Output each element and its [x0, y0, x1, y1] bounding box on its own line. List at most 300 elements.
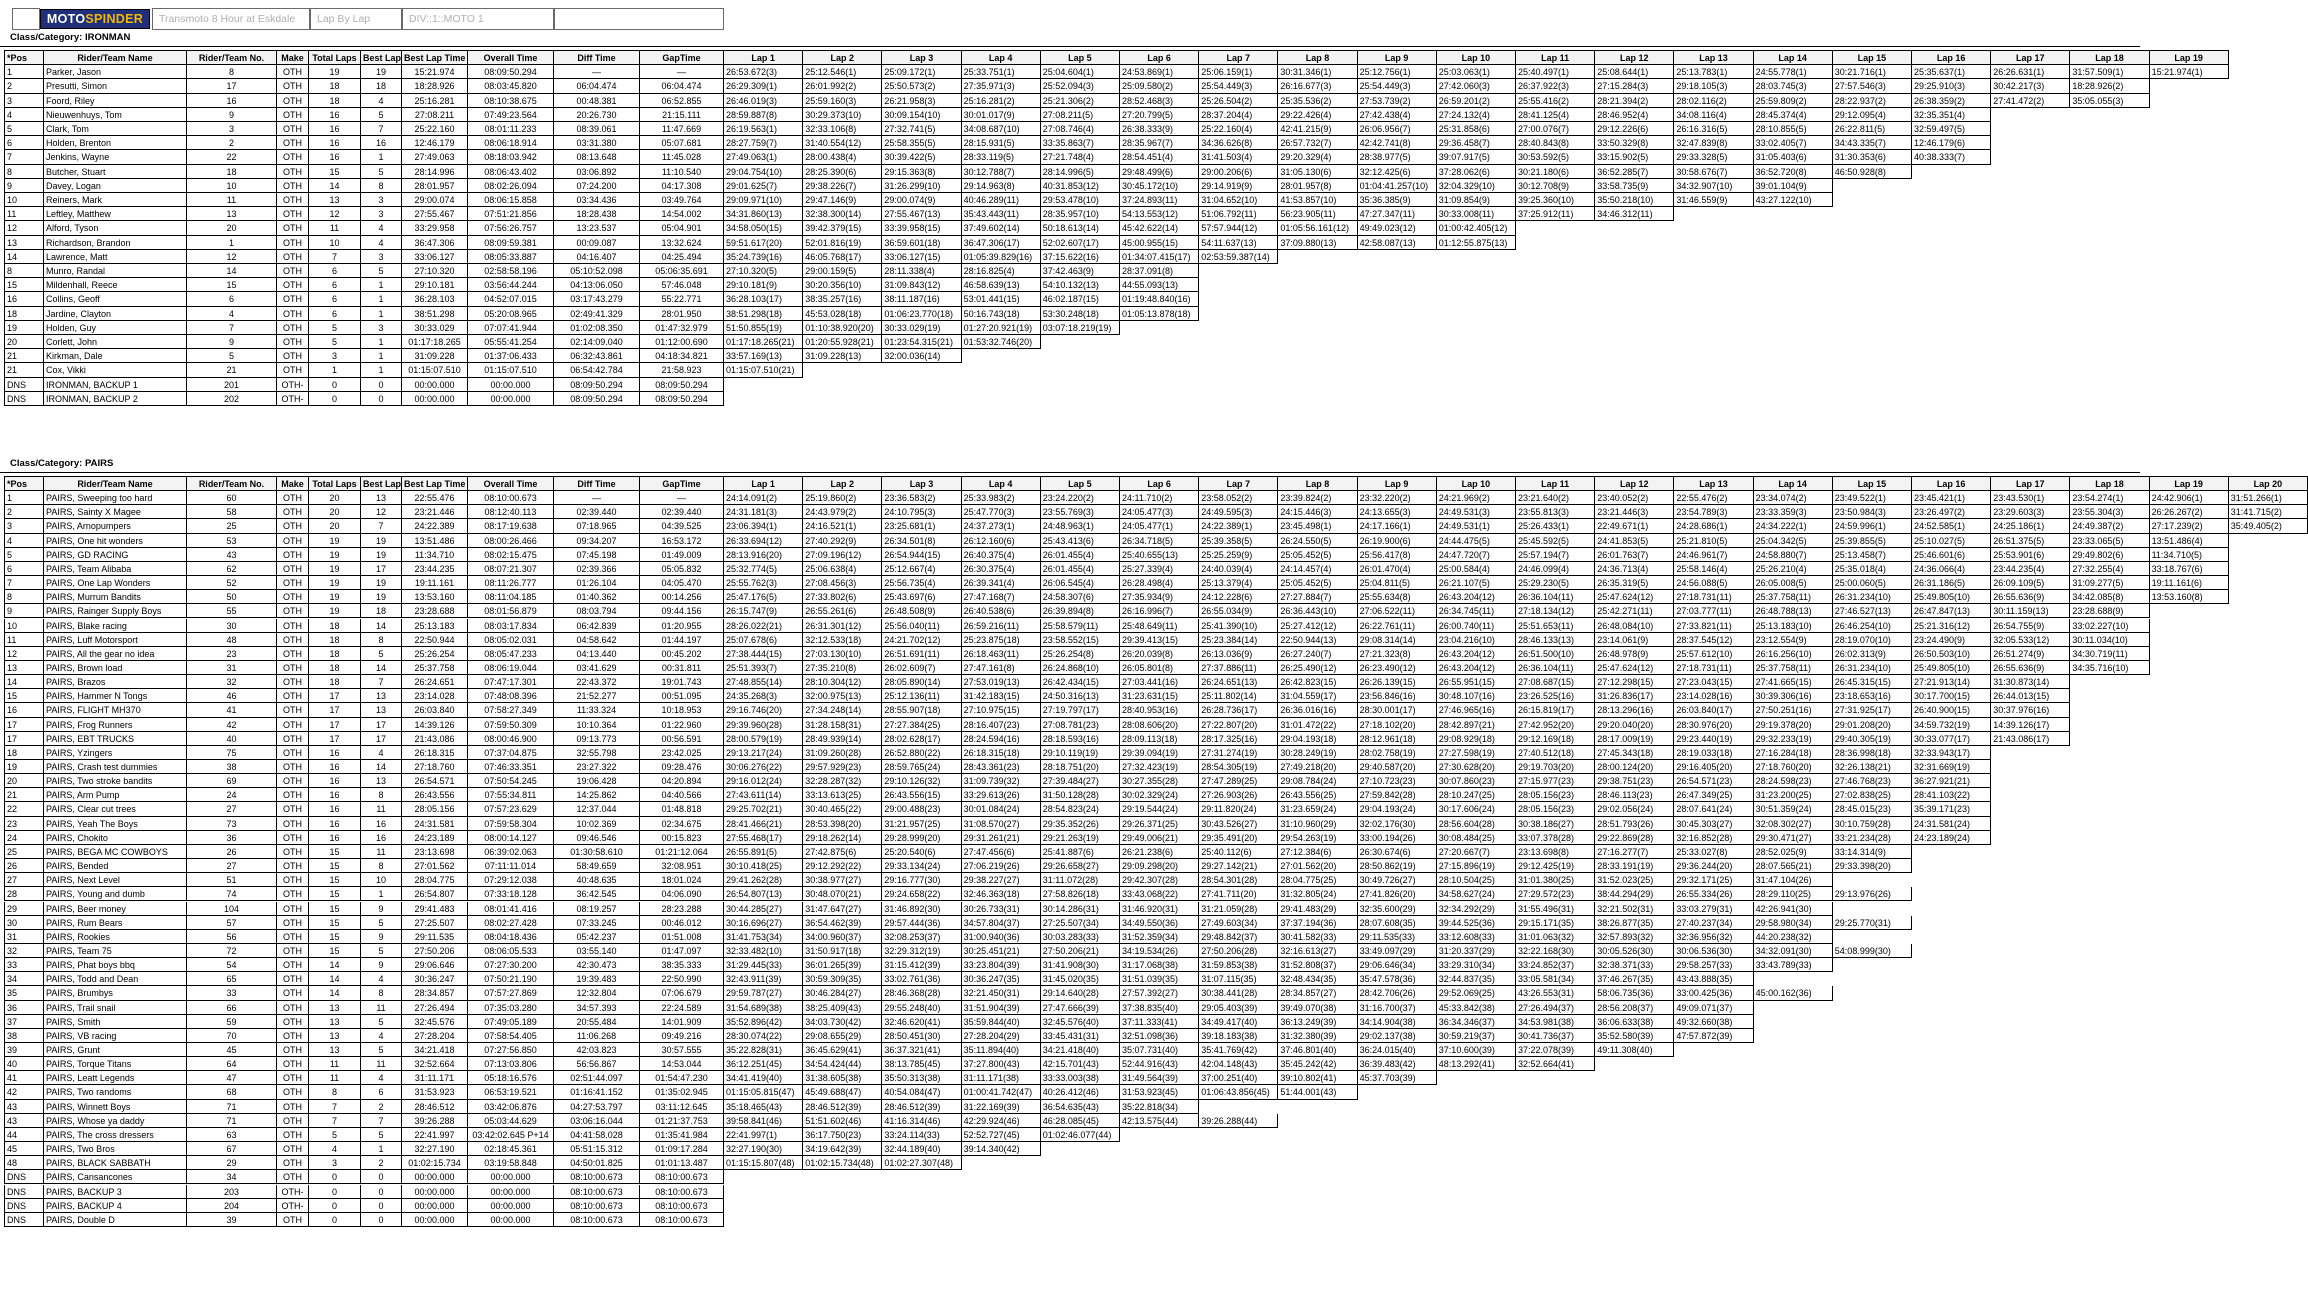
lap-time-cell: 32:27.190(30) — [724, 1142, 803, 1156]
lap-time-cell: 30:21.716(1) — [1833, 65, 1912, 79]
lap-time-cell — [2229, 972, 2308, 986]
position-cell: 15 — [4, 278, 44, 292]
lap-time-cell — [2150, 1057, 2229, 1071]
overall-time-cell: 00:00.000 — [468, 1185, 554, 1199]
lap-time-cell — [1833, 958, 1912, 972]
total-laps-cell: 14 — [309, 179, 361, 193]
table-row — [0, 1015, 2188, 1029]
lap-time-cell — [1595, 363, 1674, 377]
lap-time-cell — [1358, 392, 1437, 406]
table-row — [0, 1156, 2188, 1170]
diff-time-cell: 56:56.867 — [554, 1057, 640, 1071]
team-number-cell: 29 — [187, 1156, 277, 1170]
lap-time-cell: 25:12.756(1) — [1358, 65, 1437, 79]
lap-time-cell: 33:43.068(22) — [1120, 887, 1199, 901]
best-lap-time-cell: 28:14.996 — [402, 165, 468, 179]
diff-time-cell: 06:54:42.784 — [554, 363, 640, 377]
gap-time-cell: — — [640, 491, 724, 505]
lap-time-cell — [1912, 1057, 1991, 1071]
table-row — [0, 1170, 2188, 1184]
lap-time-cell: 25:35.637(1) — [1912, 65, 1991, 79]
lap-time-cell — [2070, 165, 2149, 179]
total-laps-cell: 13 — [309, 1001, 361, 1015]
lap-time-cell: 24:21.702(12) — [882, 633, 961, 647]
lap-time-cell: 27:46.527(13) — [1833, 604, 1912, 618]
lap-time-cell: 27:08.781(23) — [1041, 718, 1120, 732]
gap-time-cell: 07:06.679 — [640, 986, 724, 1000]
column-header: Lap 13 — [1674, 50, 1753, 65]
lap-time-cell: 01:27:20.921(19) — [962, 321, 1041, 335]
position-cell: 23 — [4, 817, 44, 831]
best-lap-time-cell: 32:27.190 — [402, 1142, 468, 1156]
lap-time-cell: 24:56.088(5) — [1674, 576, 1753, 590]
lap-time-cell — [2070, 902, 2149, 916]
lap-time-cell: 27:18.134(12) — [1516, 604, 1595, 618]
lap-time-cell — [2070, 1001, 2149, 1015]
lap-time-cell — [2070, 930, 2149, 944]
lap-time-cell — [1674, 236, 1753, 250]
lap-time-cell: 30:59.219(37) — [1437, 1029, 1516, 1043]
lap-time-cell: 25:58.146(4) — [1674, 562, 1753, 576]
lap-time-cell: 26:55.334(26) — [1674, 887, 1753, 901]
team-number-cell: 11 — [187, 193, 277, 207]
make-cell: OTH — [277, 179, 309, 193]
lap-time-cell: 01:00:41.742(47) — [962, 1085, 1041, 1099]
best-lap-time-cell: 36:47.306 — [402, 236, 468, 250]
lap-time-cell: 25:21.306(2) — [1041, 94, 1120, 108]
overall-time-cell: 08:10:38.675 — [468, 94, 554, 108]
lap-time-cell: 45:33.842(38) — [1437, 1001, 1516, 1015]
lap-time-cell: 25:25.259(9) — [1199, 548, 1278, 562]
lap-time-cell: 26:05.008(5) — [1754, 576, 1833, 590]
lap-time-cell — [1991, 788, 2070, 802]
lap-time-cell — [1754, 1142, 1833, 1156]
lap-time-cell — [1516, 1071, 1595, 1085]
overall-time-cell: 08:06:19.044 — [468, 661, 554, 675]
lap-time-cell: 26:48.508(9) — [882, 604, 961, 618]
column-header: Lap 3 — [882, 50, 961, 65]
table-row — [0, 1213, 2188, 1227]
lap-time-cell — [1437, 378, 1516, 392]
lap-time-cell — [1041, 1199, 1120, 1213]
diff-time-cell: 01:30:58.610 — [554, 845, 640, 859]
lap-time-cell: 28:05.156(23) — [1516, 802, 1595, 816]
lap-time-cell — [1595, 292, 1674, 306]
team-name-cell: PAIRS, Winnett Boys — [44, 1100, 187, 1114]
lap-time-cell: 30:31.346(1) — [1278, 65, 1357, 79]
lap-time-cell: 13:51.486(4) — [2150, 534, 2229, 548]
lap-time-cell: 29:16.405(20) — [1674, 760, 1753, 774]
best-lap-time-cell: 25:16.281 — [402, 94, 468, 108]
lap-time-cell: 29:00.074(9) — [882, 193, 961, 207]
lap-time-cell: 28:07.608(35) — [1358, 916, 1437, 930]
lap-time-cell: 27:09.196(12) — [803, 548, 882, 562]
lap-time-cell: 28:12.961(18) — [1358, 732, 1437, 746]
best-lap-time-cell: 34:21.418 — [402, 1043, 468, 1057]
lap-time-cell — [1358, 378, 1437, 392]
overall-time-cell: 07:11:11.014 — [468, 859, 554, 873]
lap-time-cell — [1991, 845, 2070, 859]
lap-time-cell — [2150, 930, 2229, 944]
lap-time-cell: 30:39.306(16) — [1754, 689, 1833, 703]
lap-time-cell — [882, 1213, 961, 1227]
lap-time-cell: 30:06.536(30) — [1674, 944, 1753, 958]
diff-time-cell: 12:32.804 — [554, 986, 640, 1000]
lap-time-cell: 28:35.967(7) — [1120, 136, 1199, 150]
lap-time-cell: 30:21.180(6) — [1516, 165, 1595, 179]
best-lap-cell: 0 — [361, 378, 402, 392]
lap-time-cell — [1754, 1043, 1833, 1057]
best-lap-cell: 5 — [361, 1015, 402, 1029]
total-laps-cell: 17 — [309, 718, 361, 732]
lap-time-cell: 31:41.753(34) — [724, 930, 803, 944]
lap-time-cell — [1358, 321, 1437, 335]
lap-time-cell: 53:30.248(18) — [1041, 307, 1120, 321]
lap-time-cell: 26:37.922(3) — [1516, 79, 1595, 93]
lap-time-cell: 01:19:48.840(16) — [1120, 292, 1199, 306]
total-laps-cell: 13 — [309, 1029, 361, 1043]
lap-time-cell: 26:51.691(11) — [882, 647, 961, 661]
lap-time-cell — [2229, 774, 2308, 788]
total-laps-cell: 16 — [309, 122, 361, 136]
position-cell: 41 — [4, 1071, 44, 1085]
best-lap-time-cell: 31:11.171 — [402, 1071, 468, 1085]
team-name-cell: PAIRS, BLACK SABBATH — [44, 1156, 187, 1170]
lap-time-cell: 52:01.816(19) — [803, 236, 882, 250]
team-number-cell: 9 — [187, 108, 277, 122]
lap-time-cell: 24:49.387(2) — [2070, 519, 2149, 533]
overall-time-cell: 07:35:03.280 — [468, 1001, 554, 1015]
diff-time-cell: 08:10:00.673 — [554, 1170, 640, 1184]
lap-time-cell — [1991, 363, 2070, 377]
best-lap-time-cell: 33:29.958 — [402, 221, 468, 235]
overall-time-cell: 04:52:07.015 — [468, 292, 554, 306]
team-number-cell: 12 — [187, 250, 277, 264]
lap-time-cell — [1674, 1156, 1753, 1170]
lap-time-cell: 26:36.016(16) — [1278, 703, 1357, 717]
lap-time-cell: 28:24.598(23) — [1754, 774, 1833, 788]
lap-time-cell: 37:38.835(40) — [1120, 1001, 1199, 1015]
lap-time-cell — [1199, 378, 1278, 392]
lap-time-cell: 29:40.587(20) — [1358, 760, 1437, 774]
lap-time-cell — [1437, 349, 1516, 363]
lap-time-cell: 25:48.649(11) — [1120, 619, 1199, 633]
lap-time-cell: 26:36.104(11) — [1516, 590, 1595, 604]
lap-time-cell: 39:18.183(38) — [1199, 1029, 1278, 1043]
gap-time-cell: 01:12:00.690 — [640, 335, 724, 349]
lap-time-cell — [1199, 1170, 1278, 1184]
make-cell: OTH — [277, 788, 309, 802]
gap-time-cell: 04:06.090 — [640, 887, 724, 901]
lap-time-cell: 27:18.102(20) — [1358, 718, 1437, 732]
lap-time-cell — [1991, 1043, 2070, 1057]
lap-time-cell: 50:18.613(14) — [1041, 221, 1120, 235]
lap-time-cell: 37:37.194(36) — [1278, 916, 1357, 930]
lap-time-cell: 33:00.425(36) — [1674, 986, 1753, 1000]
lap-time-cell — [2070, 292, 2149, 306]
lap-time-cell — [2070, 689, 2149, 703]
overall-time-cell: 02:58:58.196 — [468, 264, 554, 278]
lap-time-cell — [1754, 321, 1833, 335]
make-cell: OTH — [277, 1057, 309, 1071]
lap-time-cell: 30:10.759(28) — [1833, 817, 1912, 831]
lap-time-cell — [1833, 207, 1912, 221]
best-lap-cell: 0 — [361, 392, 402, 406]
lap-time-cell: 29:25.910(3) — [1912, 79, 1991, 93]
lap-time-cell: 28:13.296(16) — [1595, 703, 1674, 717]
lap-time-cell: 29:02.137(38) — [1358, 1029, 1437, 1043]
column-header: Lap 11 — [1516, 50, 1595, 65]
team-number-cell: 62 — [187, 562, 277, 576]
overall-time-cell: 07:56:26.757 — [468, 221, 554, 235]
overall-time-cell: 08:09:50.294 — [468, 65, 554, 79]
lap-time-cell — [1516, 363, 1595, 377]
team-name-cell: PAIRS, Brazos — [44, 675, 187, 689]
lap-time-cell: 28:02.758(19) — [1358, 746, 1437, 760]
make-cell: OTH- — [277, 392, 309, 406]
lap-time-cell: 24:53.869(1) — [1120, 65, 1199, 79]
diff-time-cell: 20:26.730 — [554, 108, 640, 122]
lap-time-cell: 27:20.799(5) — [1120, 108, 1199, 122]
make-cell: OTH — [277, 604, 309, 618]
lap-time-cell: 28:41.103(22) — [1912, 788, 1991, 802]
position-cell: 42 — [4, 1085, 44, 1099]
lap-time-cell: 42:41.215(9) — [1278, 122, 1357, 136]
best-lap-time-cell: 22:41.997 — [402, 1128, 468, 1142]
column-header: Lap 19 — [2150, 50, 2229, 65]
lap-time-cell — [1991, 802, 2070, 816]
lap-time-cell: 34:00.960(37) — [803, 930, 882, 944]
lap-time-cell: 32:35.351(4) — [1912, 108, 1991, 122]
lap-time-cell: 01:00:42.405(12) — [1437, 221, 1516, 235]
lap-time-cell: 32:52.664(41) — [1516, 1057, 1595, 1071]
best-lap-cell: 1 — [361, 307, 402, 321]
lap-time-cell: 39:01.104(9) — [1754, 179, 1833, 193]
gap-time-cell: 00:51.095 — [640, 689, 724, 703]
total-laps-cell: 15 — [309, 887, 361, 901]
table-row — [0, 1199, 2188, 1213]
team-number-cell: 72 — [187, 944, 277, 958]
make-cell: OTH — [277, 562, 309, 576]
position-cell: 44 — [4, 1128, 44, 1142]
lap-time-cell: 26:50.503(10) — [1912, 647, 1991, 661]
lap-time-cell — [1120, 349, 1199, 363]
lap-time-cell: 39:26.288(44) — [1199, 1114, 1278, 1128]
lap-time-cell: 27:42.060(3) — [1437, 79, 1516, 93]
column-header: GapTime — [640, 476, 724, 491]
lap-time-cell: 36:27.921(21) — [1912, 774, 1991, 788]
overall-time-cell: 08:04:18.436 — [468, 930, 554, 944]
lap-time-cell: 29:26.658(27) — [1041, 859, 1120, 873]
team-name-cell: Holden, Brenton — [44, 136, 187, 150]
make-cell: OTH — [277, 150, 309, 164]
lap-time-cell — [2150, 746, 2229, 760]
lap-time-cell: 27:29.572(23) — [1516, 887, 1595, 901]
overall-time-cell: 02:18:45.361 — [468, 1142, 554, 1156]
lap-time-cell: 43:43.888(35) — [1674, 972, 1753, 986]
position-cell: 2 — [4, 79, 44, 93]
lap-time-cell — [1833, 363, 1912, 377]
lap-time-cell: 28:14.996(5) — [1041, 165, 1120, 179]
best-lap-time-cell: 01:02:15.734 — [402, 1156, 468, 1170]
lap-time-cell — [1437, 250, 1516, 264]
lap-time-cell — [1912, 250, 1991, 264]
lap-time-cell — [1991, 292, 2070, 306]
lap-time-cell: 26:48.084(10) — [1595, 619, 1674, 633]
lap-time-cell: 24:13.655(3) — [1358, 505, 1437, 519]
table-row — [0, 845, 2188, 859]
lap-time-cell: 36:54.635(43) — [1041, 1100, 1120, 1114]
diff-time-cell: 08:09:50.294 — [554, 392, 640, 406]
position-cell: 17 — [4, 732, 44, 746]
gap-time-cell: 21:15.111 — [640, 108, 724, 122]
lap-time-cell: 34:49.550(36) — [1120, 916, 1199, 930]
lap-time-cell: 27:45.343(18) — [1595, 746, 1674, 760]
lap-time-cell: 31:01.063(32) — [1516, 930, 1595, 944]
table-row — [0, 1071, 2188, 1085]
table-row — [0, 930, 2188, 944]
best-lap-cell: 5 — [361, 1043, 402, 1057]
lap-time-cell: 29:39.094(19) — [1120, 746, 1199, 760]
lap-time-cell — [2070, 788, 2149, 802]
position-cell: 15 — [4, 689, 44, 703]
lap-time-cell: 26:00.740(11) — [1437, 619, 1516, 633]
lap-time-cell: 30:12.708(9) — [1516, 179, 1595, 193]
position-cell: 3 — [4, 519, 44, 533]
lap-time-cell: 34:19.534(26) — [1120, 944, 1199, 958]
lap-time-cell: 38:35.257(16) — [803, 292, 882, 306]
best-lap-time-cell: 23:21.446 — [402, 505, 468, 519]
lap-time-cell: 30:41.582(33) — [1278, 930, 1357, 944]
lap-time-cell: 15:21.974(1) — [2150, 65, 2229, 79]
position-cell: DNS — [4, 1170, 44, 1184]
gap-time-cell: 08:10:00.673 — [640, 1199, 724, 1213]
total-laps-cell: 18 — [309, 647, 361, 661]
lap-time-cell — [2150, 760, 2229, 774]
make-cell: OTH — [277, 165, 309, 179]
lap-time-cell — [1912, 873, 1991, 887]
lap-time-cell: 37:11.333(41) — [1120, 1015, 1199, 1029]
total-laps-cell: 16 — [309, 150, 361, 164]
lap-time-cell: 31:21.059(28) — [1199, 902, 1278, 916]
overall-time-cell: 00:00.000 — [468, 1199, 554, 1213]
lap-time-cell: 26:26.139(15) — [1358, 675, 1437, 689]
lap-time-cell — [1516, 392, 1595, 406]
overall-time-cell: 08:05:02.031 — [468, 633, 554, 647]
lap-time-cell: 26:54.807(13) — [724, 887, 803, 901]
lap-time-cell: 30:17.700(15) — [1912, 689, 1991, 703]
table-row — [0, 760, 2188, 774]
lap-time-cell: 36:24.015(40) — [1358, 1043, 1437, 1057]
best-lap-cell: 19 — [361, 534, 402, 548]
lap-time-cell: 33:15.902(5) — [1595, 150, 1674, 164]
diff-time-cell: 18:28.438 — [554, 207, 640, 221]
lap-time-cell: 28:59.887(8) — [724, 108, 803, 122]
overall-time-cell: 08:02:26.094 — [468, 179, 554, 193]
lap-time-cell: 29:36.458(7) — [1437, 136, 1516, 150]
lap-time-cell — [2229, 1114, 2308, 1128]
team-name-cell: PAIRS, All the gear no idea — [44, 647, 187, 661]
gap-time-cell: 04:40.566 — [640, 788, 724, 802]
table-row — [0, 859, 2188, 873]
column-header: Lap 19 — [2150, 476, 2229, 491]
overall-time-cell: 07:33:18.128 — [468, 887, 554, 901]
lap-time-cell — [2229, 831, 2308, 845]
lap-time-cell — [1912, 179, 1991, 193]
lap-time-cell: 31:40.554(12) — [803, 136, 882, 150]
team-number-cell: 52 — [187, 576, 277, 590]
lap-time-cell: 29:38.751(23) — [1595, 774, 1674, 788]
lap-time-cell: 30:20.356(10) — [803, 278, 882, 292]
lap-time-cell: 26:24.550(5) — [1278, 534, 1357, 548]
lap-time-cell: 28:16.825(4) — [962, 264, 1041, 278]
lap-time-cell — [1120, 1142, 1199, 1156]
lap-time-cell: 42:15.701(43) — [1041, 1057, 1120, 1071]
lap-time-cell: 01:15:05.815(47) — [724, 1085, 803, 1099]
lap-time-cell — [1278, 363, 1357, 377]
lap-time-cell: 30:33.077(17) — [1912, 732, 1991, 746]
diff-time-cell: 04:13.440 — [554, 647, 640, 661]
team-name-cell: IRONMAN, BACKUP 1 — [44, 378, 187, 392]
lap-time-cell: 28:13.916(20) — [724, 548, 803, 562]
lap-time-cell — [2150, 321, 2229, 335]
gap-time-cell: 00:45.202 — [640, 647, 724, 661]
lap-time-cell: 46:02.187(15) — [1041, 292, 1120, 306]
overall-time-cell: 08:00:14.127 — [468, 831, 554, 845]
lap-time-cell: 49:32.660(38) — [1674, 1015, 1753, 1029]
lap-time-cell — [1595, 1142, 1674, 1156]
lap-time-cell: 27:03.777(11) — [1674, 604, 1753, 618]
lap-time-cell — [2229, 802, 2308, 816]
lap-time-cell: 31:00.940(36) — [962, 930, 1041, 944]
team-number-cell: 27 — [187, 859, 277, 873]
lap-time-cell — [1358, 1213, 1437, 1227]
diff-time-cell: 10:02.369 — [554, 817, 640, 831]
team-number-cell: 3 — [187, 122, 277, 136]
total-laps-cell: 6 — [309, 292, 361, 306]
best-lap-cell: 1 — [361, 278, 402, 292]
lap-time-cell: 30:11.159(13) — [1991, 604, 2070, 618]
lap-time-cell — [1991, 1015, 2070, 1029]
lap-time-cell: 26:31.186(5) — [1912, 576, 1991, 590]
diff-time-cell: 07:18.965 — [554, 519, 640, 533]
total-laps-cell: 1 — [309, 363, 361, 377]
make-cell: OTH — [277, 1156, 309, 1170]
column-header: Rider/Team Name — [44, 50, 187, 65]
lap-time-cell: 29:10.181(9) — [724, 278, 803, 292]
table-row — [0, 718, 2188, 732]
diff-time-cell: 06:04.474 — [554, 79, 640, 93]
total-laps-cell: 0 — [309, 1170, 361, 1184]
lap-time-cell — [1516, 1100, 1595, 1114]
column-header: Lap 16 — [1912, 476, 1991, 491]
lap-time-cell: 31:32.380(39) — [1278, 1029, 1357, 1043]
lap-time-cell — [1595, 1100, 1674, 1114]
lap-time-cell: 31:54.689(38) — [724, 1001, 803, 1015]
lap-time-cell: 12:46.179(6) — [1912, 136, 1991, 150]
lap-time-cell — [1120, 392, 1199, 406]
lap-time-cell: 33:33.003(38) — [1041, 1071, 1120, 1085]
overall-time-cell: 08:03:45.820 — [468, 79, 554, 93]
lap-time-cell: 26:40.900(15) — [1912, 703, 1991, 717]
best-lap-cell: 8 — [361, 633, 402, 647]
lap-time-cell — [2150, 887, 2229, 901]
column-header: Lap 5 — [1041, 476, 1120, 491]
lap-time-cell: 28:07.641(24) — [1674, 802, 1753, 816]
lap-time-cell — [1991, 378, 2070, 392]
lap-time-cell — [2070, 774, 2149, 788]
position-cell: 34 — [4, 972, 44, 986]
